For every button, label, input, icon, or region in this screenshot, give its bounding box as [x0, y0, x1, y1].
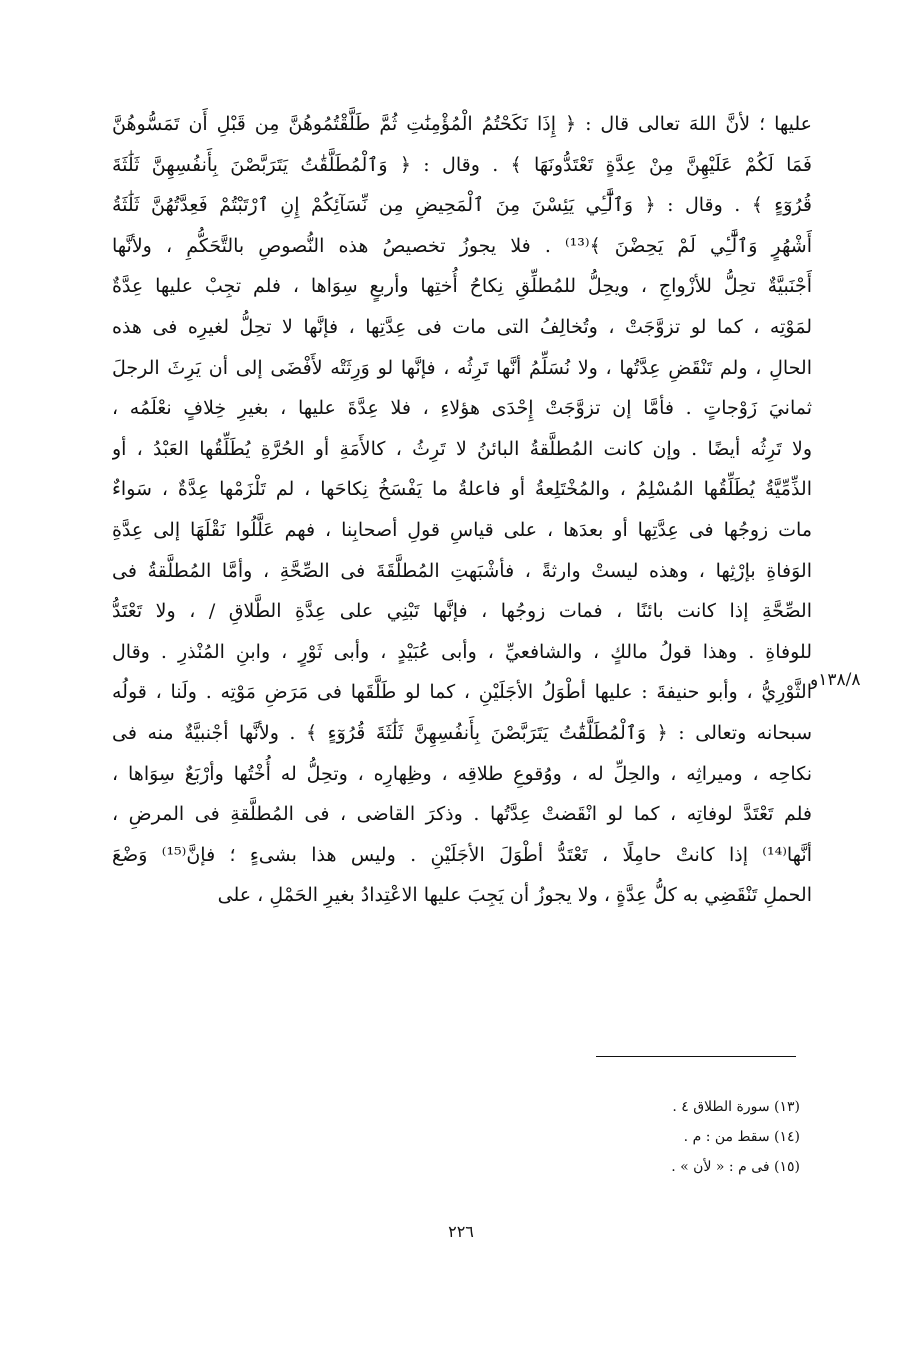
text-line: ثمانيَ زَوْجاتٍ . فأمَّا إن تزوَّجَتْ إِحْدَى هؤلاءِ ، فلا عِدَّةَ عليها ، بغيرِ خِلافٍ نعْلَمُه ،	[112, 397, 812, 420]
footnote: (١٤) سقط من : م .	[683, 1129, 800, 1145]
text-line: لمَوْتِه ، كما لو تزوَّجَتْ ، وتُخالِفُ التى مات فى عِدَّتِها ، فإنَّها لا تحِلُّ لغيرِه فى هذه	[112, 315, 812, 338]
text-line: أَشْهُرٍ وَٱلَّٰٓـِٔي لَمْ يَحِضْنَ ﴾⁽¹³⁾ . فلا يجوزُ تخصيصُ هذه النُّصوصِ بالتَّحَكُّمِ ، ولأنَّها	[112, 234, 812, 257]
text-line: أَجْنَبيَّةٌ تحِلُّ للأزْواجِ ، ويحِلُّ للمُطلِّقِ نِكاحُ أُختِها وأربعٍ سِوَاها ، فلم تجِبْ عليها عِدَّةٌ	[112, 275, 812, 298]
text-line: الثَّوْرِيُّ ، وأبو حنيفةَ : عليها أطْوَلُ الأجَلَيْنِ ، كما لو طَلَّقَها فى مَرَضِ مَوْتِه . ولَنا ، قولُه	[112, 681, 812, 704]
text-line: عليها ؛ لأنَّ اللهَ تعالى قال : ﴿ إِذَا نَكَحْتُمُ الْمُؤْمِنَٰتِ ثُمَّ طَلَّقْتُمُوهُنَّ مِن قَبْلِ أَن تَمَسُّوهُنَّ	[112, 113, 812, 135]
footnote: (١٣) سورة الطلاق ٤ .	[672, 1099, 800, 1115]
text-line: ولا تَرِثُه أيضًا . وإن كانت المُطلَّقةُ البائنُ لا تَرِثُ ، كالأَمَةِ أو الحُرَّةِ يُطَلِّقُها العَبْدُ ، أو	[112, 437, 812, 460]
text-line: أنَّها⁽¹⁴⁾ إذا كانتْ حامِلًا ، تَعْتَدُّ أطْوَلَ الأجَلَيْنِ . وليس هذا بشىءٍ ؛ فإنَّ⁽¹⁵⁾ وَضْعَ	[112, 843, 812, 866]
page-number: ٢٢٦	[448, 1222, 474, 1241]
text-line: الصِّحَّةِ إذا كانت بائنًا ، فمات زوجُها ، فإنَّها تَبْنِي على عِدَّةِ الطَّلاقِ / ، ولا تَعْتَدُّ	[112, 600, 812, 623]
text-line: فلم تَعْتَدَّ لوفاتِه ، كما لو انْقَضتْ عِدَّتُها . وذكرَ القاضى ، فى المُطلَّقةِ فى المرضِ ،	[112, 803, 812, 826]
text-line: الحملِ تَنْقَضِي به كلُّ عِدَّةٍ ، ولا يجوزُ أن يَجِبَ عليها الاعْتِدادُ بغيرِ الحَمْلِ ، على	[217, 884, 812, 907]
footnote: (١٥) فى م : « لأن » .	[671, 1159, 800, 1175]
text-line: الوَفاةِ بإرْثِها ، وهذه ليستْ وارثةً ، فأشْبَهتِ المُطلَّقَةَ فى الصِّحَّةِ ، وأمَّا المُطلَّقةُ فى	[112, 559, 812, 582]
text-line: للوفاةِ . وهذا قولُ مالكٍ ، والشافعيِّ ، وأبى عُبَيْدٍ ، وأبى ثَوْرٍ ، وابنِ المُنْذرِ . وقال	[112, 640, 812, 663]
main-text	[112, 104, 812, 916]
text-line: الحالِ ، ولم تَنْقَضِ عِدَّتُها ، ولا نُسَلِّمُ أنَّها تَرِثُه ، فإنَّها لو وَرِثَتْه لأَفْضَى إلى أن يَرِثَ الرجلَ	[112, 356, 812, 379]
text-line: سبحانه وتعالى : ﴿ وَٱلْمُطَلَّقَٰتُ يَتَرَبَّصْنَ بِأَنفُسِهِنَّ ثَلَٰثَةَ قُرُوٓءٍ ﴾ . ولأنَّها أجْنبيَّةٌ منه فى	[112, 721, 812, 744]
text-line: الذِّمِّيَّةُ يُطَلِّقُها المُسْلِمُ ، والمُخْتَلِعةُ أو فاعلةُ ما يَفْسَخُ نِكاحَها ، لم تَلْزَمْها عِدَّةٌ ، سَواءٌ	[112, 478, 812, 501]
text-line: فَمَا لَكُمْ عَلَيْهِنَّ مِنْ عِدَّةٍ تَعْتَدُّونَهَا ﴾ . وقال : ﴿ وَٱلْمُطَلَّقَٰتُ يَتَرَبَّصْنَ بِأَنفُسِهِنَّ ثَلَٰثَةَ	[112, 153, 812, 176]
text-line: قُرُوٓءٍ ﴾ . وقال : ﴿ وَٱلَّٰٓـِٔي يَئِسْنَ مِنَ ٱلْمَحِيضِ مِن نِّسَآئِكُمْ إِنِ ٱرْتَبْتُمْ فَعِدَّتُهُنَّ ثَلَٰثَةُ	[112, 194, 812, 217]
manuscript-folio-reference: ١٣٨/٨و	[810, 670, 861, 690]
footnotes	[360, 1092, 800, 1182]
text-line: مات زوجُها فى عِدَّتِها أو بعدَها ، على قياسِ قولِ أصحابِنا ، فهم عَلَّلُوا نَقْلَهَا إلى عِدَّةِ	[112, 518, 812, 541]
footnote-divider	[596, 1056, 796, 1057]
text-line: نكاحِه ، وميراثِه ، والحِلِّ له ، ووُقوعِ طلاقِه ، وظِهارِه ، وتحِلُّ له أُخْتُها وأرْبَعٌ سِوَاها ،	[112, 762, 812, 785]
